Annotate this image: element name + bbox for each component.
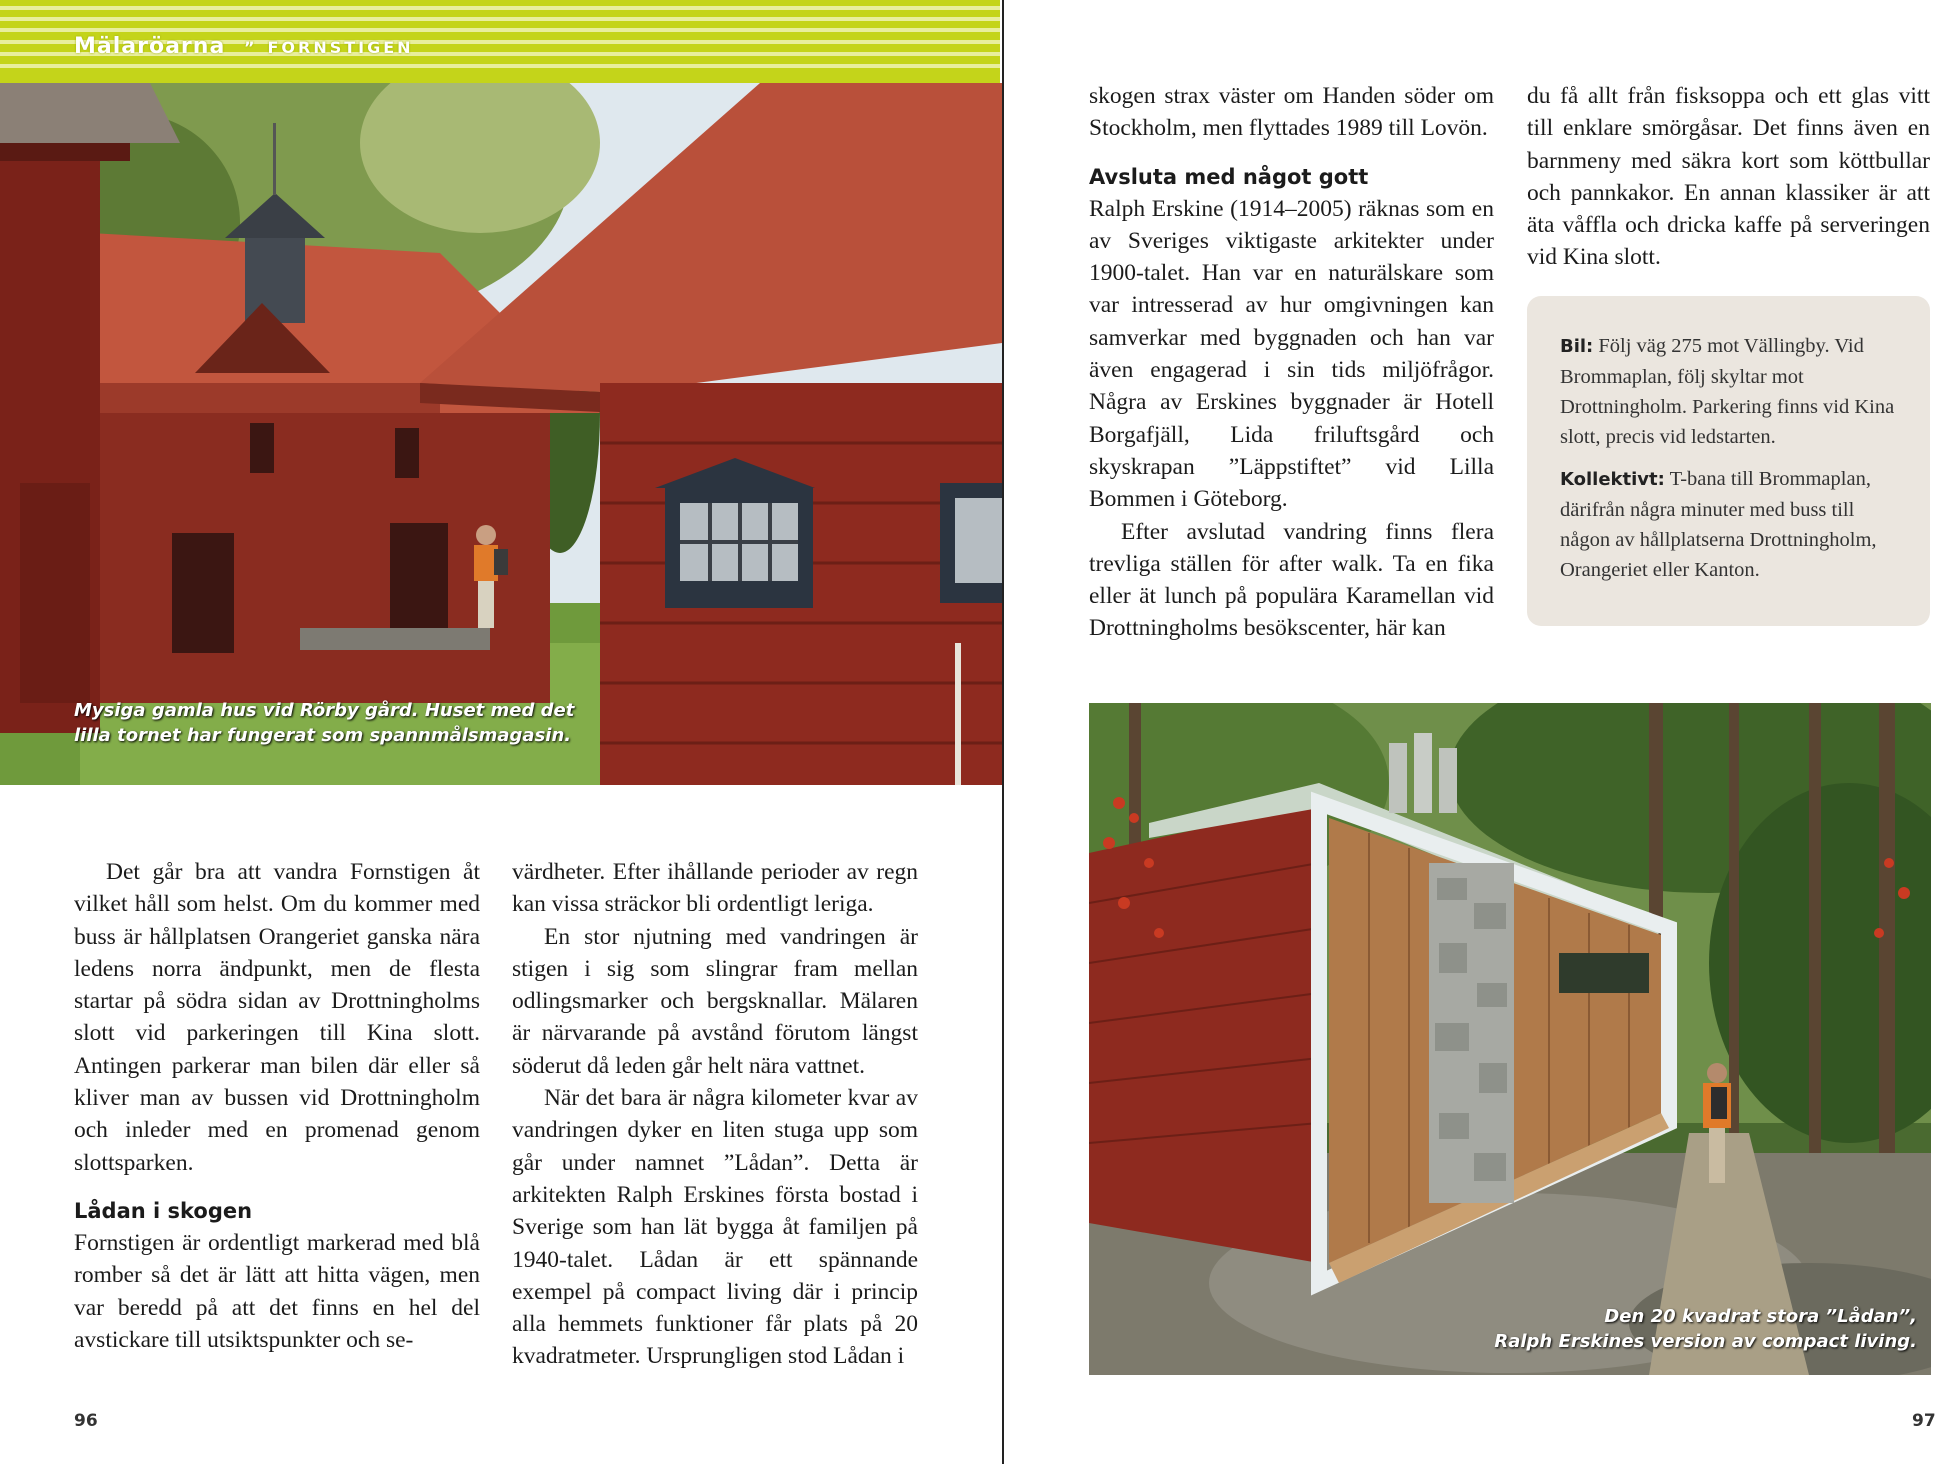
right-photo-caption (1494, 1304, 1917, 1354)
left-column-1 (74, 856, 480, 1356)
body-paragraph: skogen strax väster om Handen söder om Stockholm, men flyttades 1989 till Lovön. (1089, 83, 1494, 142)
infobox-car-text: Följ väg 275 mot Vällingby. Vid Brommaplan, följ skyltar mot Drottningholm. Parkering finns vid Kina slott, precis vid ledstarten. (1560, 335, 1895, 448)
infobox-car (1560, 331, 1898, 452)
infobox-transit-text: T-bana till Brommaplan, därifrån några minuter med buss till någon av hållplatserna Drottningholm, Orangeriet eller Kanton. (1560, 468, 1877, 581)
caption-line: lilla tornet har fungerat som spannmålsmagasin. (74, 725, 572, 746)
right-column-2 (1527, 80, 1930, 274)
body-paragraph: värdheter. Efter ihållande perioder av regn kan vissa sträckor bli ordentligt leriga. (512, 859, 918, 918)
header-title: Mälaröarna ” FORNSTIGEN (74, 34, 414, 59)
left-column-2 (512, 856, 918, 1373)
infobox-car-label: Bil: (1560, 336, 1594, 357)
left-photo-caption (74, 698, 574, 748)
body-paragraph: du få allt från fisksoppa och ett glas vitt till enklare smörgåsar. Det finns även en barnmeny med säkra kort som köttbullar och pannkakor. En annan klassiker är att äta våffla och dricka kaffe på serveringen vid Kina slott. (1527, 83, 1930, 271)
body-paragraph: Ralph Erskine (1914–2005) räknas som en av Sveriges viktigaste arkitekter under 1900-talet. Han var en naturälskare som var intresserad av hur omgivningen kan samverkar med byggnaden och han var även engagerad i sin tids miljöfrågor. Några av Erskines byggnader är Hotell Borgafjäll, Lida friluftsgård och skyskrapan ”Läppstiftet” vid Lilla Bommen i Göteborg. (1089, 195, 1494, 513)
body-paragraph: När det bara är några kilometer kvar av vandringen dyker en liten stuga upp som går under namnet ”Lådan”. Detta är arkitekten Ralph Erskines första bostad i Sverige som han lät bygga åt familjen på 1940-talet. Lådan är ett spännande exempel på compact living där i princip alla hemmets funktioner får plats på 20 kvadratmeter. Ursprungligen stod Lådan i (512, 1085, 918, 1370)
running-header (0, 0, 1000, 83)
caption-line: Mysiga gamla hus vid Rörby gård. Huset med det (74, 700, 575, 721)
photo-ladan-cabin (1089, 703, 1931, 1375)
page-number-left: 96 (74, 1411, 98, 1431)
right-column-1 (1089, 80, 1494, 645)
caption-line: Ralph Erskines version av compact living. (1494, 1331, 1917, 1352)
infobox-transit (1560, 464, 1898, 585)
section-heading: Lådan i skogen (74, 1198, 253, 1223)
directions-infobox (1527, 296, 1930, 626)
infobox-transit-label: Kollektivt: (1560, 469, 1665, 490)
body-paragraph: Fornstigen är ordentligt markerad med blå romber så det är lätt att hitta vägen, men var beredd på att det finns en hel del avstickare till utsiktspunkter och se- (74, 1229, 480, 1353)
section-heading: Avsluta med något gott (1089, 164, 1369, 189)
photo-rorby-gard (0, 83, 1002, 785)
body-paragraph: En stor njutning med vandringen är stigen i sig som slingrar fram mellan odlingsmarker och bergsknallar. Mälaren är närvarande på avstånd förutom längst söderut då leden går helt nära vattnet. (512, 923, 918, 1079)
page-number-right: 97 (1912, 1411, 1936, 1431)
header-chapter: Mälaröarna (74, 34, 226, 59)
body-paragraph: Det går bra att vandra Fornstigen åt vilket håll som helst. Om du kommer med buss är hållplatsen Orangeriet ganska nära ledens norra ändpunkt, men de flesta startar på södra sidan av Drottningholms slott vid parkeringen till Kina slott. Antingen parkerar man bilen där eller så kliver man av bussen vid Drottningholm och inleder med en promenad genom slottsparken. (74, 859, 480, 1176)
body-paragraph: Efter avslutad vandring finns flera trevliga ställen för after walk. Ta en fika eller ät lunch på populära Karamellan vid Drottningholms besökscenter, här kan (1089, 518, 1494, 642)
header-section: FORNSTIGEN (267, 38, 414, 57)
caption-line: Den 20 kvadrat stora ”Lådan”, (1604, 1306, 1917, 1327)
